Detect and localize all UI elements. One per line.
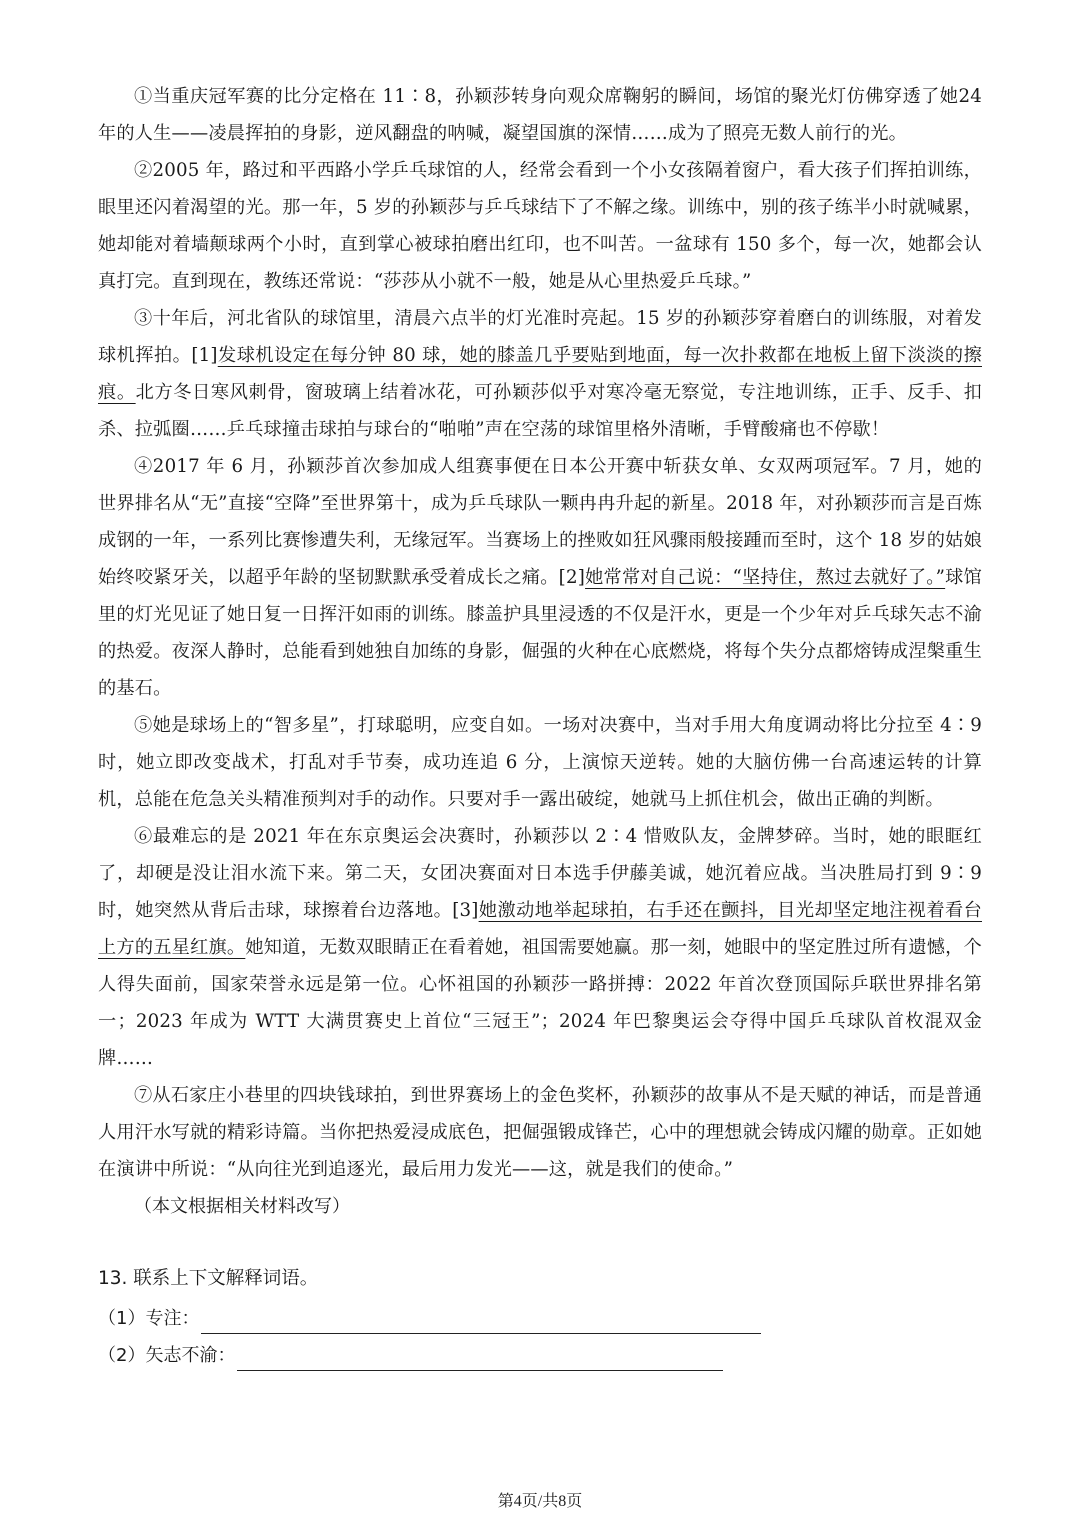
source-note: （本文根据相关材料改写） <box>134 1196 350 1217</box>
paragraph-5: ⑤她是球场上的“智多星”，打球聪明，应变自如。一场对决赛中，当对手用大角度调动将比分拉至 4∶9 时，她立即改变战术，打乱对手节奏，成功连追 6 分，上演惊天逆转。她的大脑仿佛一台高速运转的计算机，总能在危急关头精准预判对手的动作。只要对手一露出破绽，她就马上抓住机会，做出正确的判断。 <box>98 715 982 810</box>
answer-blank-1[interactable] <box>201 1311 761 1334</box>
paragraph-3-text-a: ③十年后，河北省队的球馆里，清晨六点半的灯光准时亮起。15 岁的孙颖莎穿着磨白的训练服，对着发球机挥拍。[1] <box>98 308 982 366</box>
question-13-item-2 <box>98 1341 723 1371</box>
underlined-sentence-2: 她常常对自己说：“坚持住，熬过去就好了。” <box>585 567 946 588</box>
paragraph-4-text-b: 球馆里的灯光见证了她日复一日挥汗如雨的训练。膝盖护具里浸透的不仅是汗水，更是一个少年对乒乓球矢志不渝的热爱。夜深人静时，总能看到她独自加练的身影，倔强的火种在心底燃烧，将每个失分点都熔铸成涅槃重生的基石。 <box>98 567 982 699</box>
paragraph-6 <box>98 818 982 1077</box>
question-13-title: 13. 联系上下文解释词语。 <box>98 1268 319 1289</box>
paragraph-6-text-a: ⑥最难忘的是 2021 年在东京奥运会决赛时，孙颖莎以 2∶4 惜败队友，金牌梦碎。当时，她的眼眶红了，却硬是没让泪水流下来。第二天，女团决赛面对日本选手伊藤美诚，她沉着应战。当决胜局打到 9∶9 时，她突然从背后击球，球擦着台边落地。[3] <box>98 826 982 921</box>
paragraph-4-text-a: ④2017 年 6 月，孙颖莎首次参加成人组赛事便在日本公开赛中斩获女单、女双两项冠军。7 月，她的世界排名从“无”直接“空降”至世界第十，成为乒乓球队一颗冉冉升起的新星。2018 年，对孙颖莎而言是百炼成钢的一年，一系列比赛惨遭失利，无缘冠军。当赛场上的挫败如狂风骤雨般接踵而至时，这个 18 岁的姑娘始终咬紧牙关，以超乎年龄的坚韧默默承受着成长之痛。[2] <box>98 456 982 588</box>
reading-passage <box>98 78 982 1225</box>
item-2-label: （2）矢志不渝： <box>98 1345 236 1366</box>
paragraph-4 <box>98 448 982 707</box>
paragraph-2: ②2005 年，路过和平西路小学乒乓球馆的人，经常会看到一个小女孩隔着窗户，看大孩子们挥拍训练，眼里还闪着渴望的光。那一年，5 岁的孙颖莎与乒乓球结下了不解之缘。训练中，别的孩子练半小时就喊累，她却能对着墙颠球两个小时，直到掌心被球拍磨出红印，也不叫苦。一盆球有 150 多个，每一次，她都会认真打完。直到现在，教练还常说：“莎莎从小就不一般，她是从心里热爱乒乓球。” <box>98 160 982 292</box>
paragraph-1: ①当重庆冠军赛的比分定格在 11∶8，孙颖莎转身向观众席鞠躬的瞬间，场馆的聚光灯仿佛穿透了她24年的人生——凌晨挥拍的身影，逆风翻盘的呐喊，凝望国旗的深情……成为了照亮无数人前行的光。 <box>98 86 982 144</box>
page-number: 第4页/共8页 <box>497 1493 583 1510</box>
question-13-item-1 <box>98 1304 761 1334</box>
paragraph-6-text-b: 她知道，无数双眼睛正在看着她，祖国需要她赢。那一刻，她眼中的坚定胜过所有遗憾，个人得失面前，国家荣誉永远是第一位。心怀祖国的孙颖莎一路拼搏：2022 年首次登顶国际乒联世界排名第一；2023 年成为 WTT 大满贯赛史上首位“三冠王”；2024 年巴黎奥运会夺得中国乒乓球队首枚混双金牌…… <box>98 937 982 1069</box>
paragraph-3-text-b: 北方冬日寒风刺骨，窗玻璃上结着冰花，可孙颖莎似乎对寒冷毫无察觉，专注地训练，正手、反手、扣杀、拉弧圈……乒乓球撞击球拍与球台的“啪啪”声在空荡的球馆里格外清晰，手臂酸痛也不停歇！ <box>98 382 982 440</box>
paragraph-3 <box>98 300 982 448</box>
underlined-sentence-1: 发球机设定在每分钟 80 球，她的膝盖几乎要贴到地面，每一次扑救都在地板上留下淡淡的擦痕。 <box>98 345 982 403</box>
answer-blank-2[interactable] <box>237 1348 723 1371</box>
paragraph-7: ⑦从石家庄小巷里的四块钱球拍，到世界赛场上的金色奖杯，孙颖莎的故事从不是天赋的神话，而是普通人用汗水写就的精彩诗篇。当你把热爱浸成底色，把倔强锻成锋芒，心中的理想就会铸成闪耀的勋章。正如她在演讲中所说：“从向往光到追逐光，最后用力发光——这，就是我们的使命。” <box>98 1085 982 1180</box>
underlined-sentence-3: 她激动地举起球拍，右手还在颤抖，目光却坚定地注视着看台上方的五星红旗。 <box>98 900 982 958</box>
item-1-label: （1）专注： <box>98 1308 200 1329</box>
